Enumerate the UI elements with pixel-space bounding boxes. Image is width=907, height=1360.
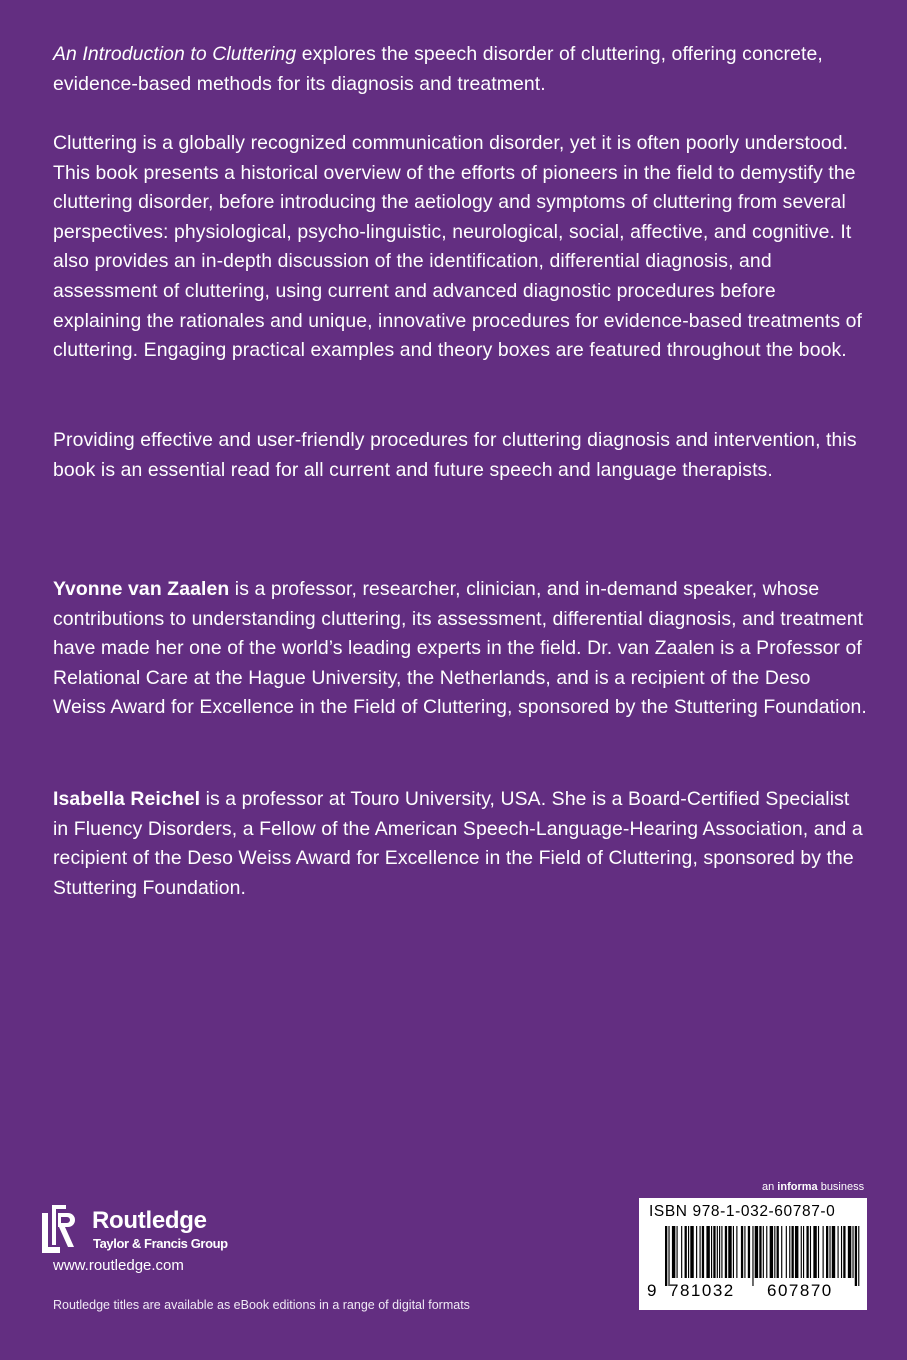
barcode-bar — [690, 1226, 693, 1278]
author-name: Yvonne van Zaalen — [53, 578, 230, 600]
barcode-bar — [681, 1226, 682, 1278]
barcode-bar — [759, 1226, 761, 1278]
barcode-bar — [855, 1226, 857, 1286]
publisher-website: www.routledge.com — [53, 1257, 184, 1274]
blurb-intro-text: explores the speech disorder of cluttering, offering concrete, evidence-based methods for its diagnosis and treatment. — [53, 43, 823, 95]
informa-business-label — [762, 1181, 864, 1193]
barcode-bar — [813, 1226, 816, 1278]
barcode-digits-right: 607870 — [767, 1281, 833, 1300]
barcode-bar — [841, 1226, 842, 1278]
barcode-bar — [803, 1226, 804, 1278]
barcode-bar — [795, 1226, 798, 1278]
barcode-bar — [781, 1226, 782, 1278]
barcode-digits-left: 781032 — [669, 1281, 735, 1300]
barcode-bar — [719, 1226, 720, 1278]
barcode-bar — [696, 1226, 697, 1278]
barcode-bar — [843, 1226, 845, 1278]
barcode-bar — [728, 1226, 731, 1278]
informa-suffix: business — [817, 1181, 865, 1193]
barcode-bar — [801, 1226, 802, 1278]
barcode-bar — [706, 1226, 709, 1278]
barcode-bar — [744, 1226, 745, 1278]
barcode-bar — [721, 1226, 722, 1278]
barcode-bar — [685, 1226, 687, 1278]
barcode-digit-first: 9 — [647, 1281, 658, 1300]
barcode-bar — [677, 1226, 678, 1278]
barcode-bar — [668, 1226, 669, 1286]
blurb-summary — [53, 426, 868, 485]
ebook-note: Routledge titles are available as eBook editions in a range of digital formats — [53, 1298, 470, 1312]
blurb-overview — [53, 129, 868, 366]
barcode-bar — [829, 1226, 830, 1278]
barcode-bar — [777, 1226, 779, 1278]
barcode-bar — [741, 1226, 743, 1278]
barcode-bar — [752, 1226, 753, 1286]
barcode-bar — [725, 1226, 727, 1278]
barcode-bar — [733, 1226, 734, 1278]
barcode-bar — [774, 1226, 775, 1278]
barcode-bar — [838, 1226, 839, 1278]
author-bio-text: is a professor, researcher, clinician, and in-demand speaker, whose contributions to understanding cluttering, its assessment, differential diagnosis, and treatment have made her one of the world’s leading experts in the field. Dr. van Zaalen is a Professor of Relational Care at the Hague University, the Netherlands, and is a recipient of the Deso Weiss Award for Excellence in the Field of Cluttering, sponsored by the Stuttering Foundation. — [53, 578, 867, 719]
barcode-bar — [702, 1226, 704, 1278]
barcode-bar — [792, 1226, 794, 1278]
barcode-bar — [810, 1226, 811, 1278]
barcode-bar — [700, 1226, 701, 1278]
publisher-group: Taylor & Francis Group — [93, 1236, 228, 1251]
author-bio-text: is a professor at Touro University, USA. She is a Board-Certified Specialist in Fluency Disorders, a Fellow of the American Speech-Language-Hearing Association, and a recipient of the Deso Weiss Award for Excellence in the Field of Cluttering, sponsored by the Stuttering Foundation. — [53, 788, 863, 899]
barcode-bar — [826, 1226, 828, 1278]
barcode-bar — [711, 1226, 712, 1278]
barcode-bar — [672, 1226, 675, 1278]
barcode-bar — [755, 1226, 758, 1278]
barcode-bar — [665, 1226, 667, 1286]
barcode-bar — [818, 1226, 819, 1278]
barcode-bar — [832, 1226, 835, 1278]
informa-brand: informa — [777, 1181, 818, 1193]
author-name: Isabella Reichel — [53, 788, 201, 810]
barcode-bar — [766, 1226, 767, 1278]
barcode-bar — [748, 1226, 750, 1278]
informa-prefix: an — [762, 1181, 778, 1193]
barcode-bar — [858, 1226, 859, 1286]
author-bio-1 — [53, 575, 868, 723]
blurb-intro — [53, 40, 868, 99]
barcode-bar — [736, 1226, 737, 1278]
barcode-bar — [848, 1226, 851, 1278]
barcode-bar — [806, 1226, 808, 1278]
barcode-bar — [786, 1226, 787, 1278]
author-bio-2 — [53, 785, 868, 903]
barcode-bar — [770, 1226, 773, 1278]
blurb-summary-text: Providing effective and user-friendly procedures for cluttering diagnosis and intervention, this book is an essential read for all current and future speech and language therapists. — [53, 429, 857, 481]
isbn-label: ISBN 978-1-032-60787-0 — [649, 1203, 836, 1220]
isbn-barcode — [639, 1198, 867, 1310]
barcode-bar — [713, 1226, 715, 1278]
blurb-overview-text: Cluttering is a globally recognized communication disorder, yet it is often poorly understood. This book presents a historical overview of the efforts of pioneers in the field to demystify the cluttering disorder, before introducing the aetiology and symptoms of cluttering from several perspectives: physiological, psycho-linguistic, neurological, social, affective, and cognitive. It also provides an in-depth discussion of the identification, differential diagnosis, and assessment of cluttering, using current and advanced diagnostic procedures before explaining the rationales and unique, innovative procedures for evidence-based treatments of cluttering. Engaging practical examples and theory boxes are featured throughout the book. — [53, 132, 863, 362]
routledge-r-book-icon — [40, 1203, 86, 1255]
publisher-name: Routledge — [92, 1207, 207, 1234]
barcode-bar — [763, 1226, 764, 1278]
barcode-bar — [823, 1226, 824, 1278]
barcode-bars — [643, 1226, 863, 1286]
book-title: An Introduction to Cluttering — [53, 43, 297, 65]
barcode-bar — [852, 1226, 853, 1278]
barcode-bar — [688, 1226, 689, 1278]
barcode-bar — [717, 1226, 718, 1278]
barcode-bar — [789, 1226, 790, 1278]
